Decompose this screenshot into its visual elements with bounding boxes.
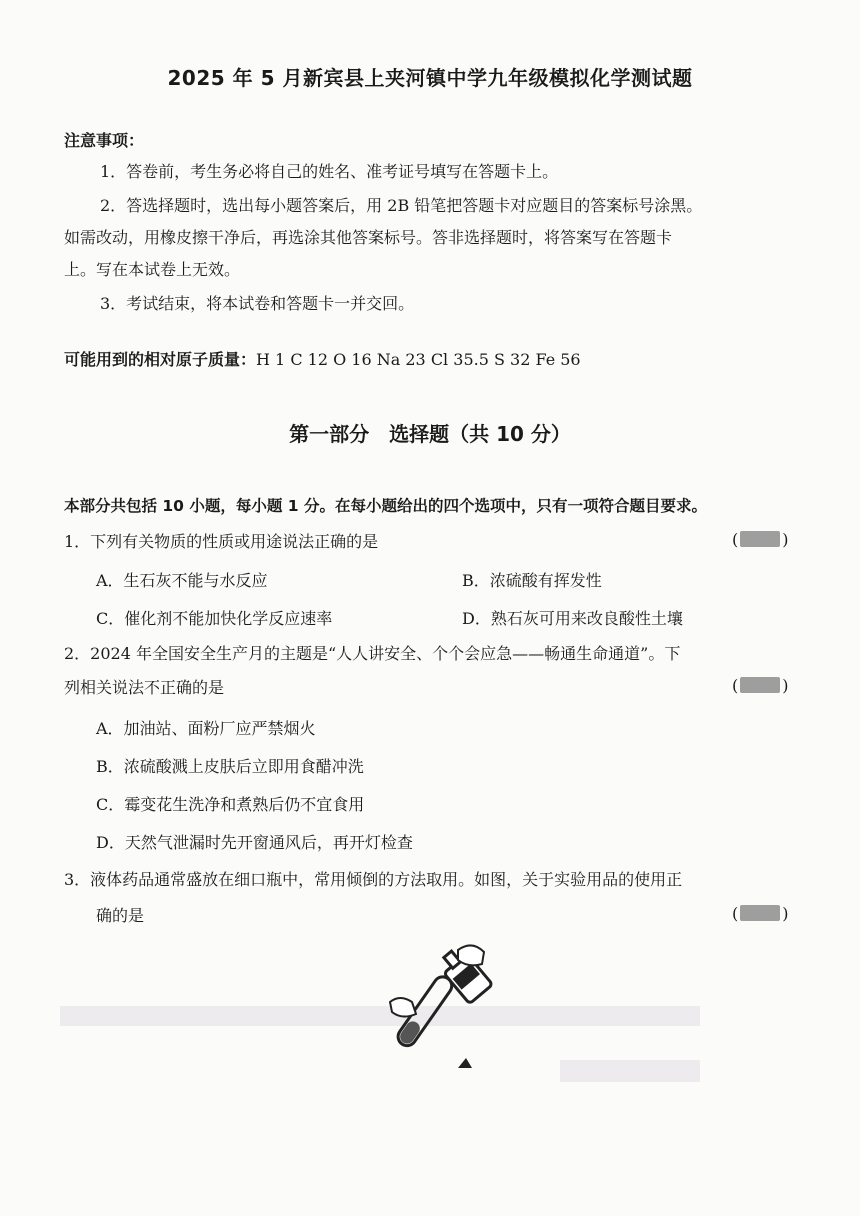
- bleed-through-band: [560, 1060, 700, 1082]
- notes-heading: 注意事项：: [64, 131, 145, 150]
- question-3-stem-cont: 确的是: [96, 906, 145, 925]
- question-3-stem: 3．液体药品通常盛放在细口瓶中，常用倾倒的方法取用。如图，关于实验用品的使用正: [64, 870, 683, 889]
- note-item-3: 3．考试结束，将本试卷和答题卡一并交回。: [100, 294, 415, 313]
- question-2-answer-box[interactable]: ( ): [732, 676, 789, 695]
- part1-instructions: 本部分共包括 10 小题，每小题 1 分。在每小题给出的四个选项中，只有一项符合题目要求。: [64, 497, 707, 515]
- answer-fill: [740, 677, 780, 693]
- question-3-answer-box[interactable]: ( ): [732, 904, 789, 923]
- note-item-2-cont: 如需改动，用橡皮擦干净后，再选涂其他答案标号。答非选择题时，将答案写在答题卡: [64, 228, 673, 247]
- question-2-option-a: A．加油站、面粉厂应严禁烟火: [96, 719, 316, 738]
- pouring-liquid-illustration: [380, 940, 500, 1080]
- question-1-answer-box[interactable]: ( ): [732, 530, 789, 549]
- atomic-mass-values: H 1 C 12 O 16 Na 23 Cl 35.5 S 32 Fe 56: [256, 350, 581, 369]
- question-1-option-c: C．催化剂不能加快化学反应速率: [96, 609, 333, 628]
- question-2-option-d: D．天然气泄漏时先开窗通风后，再开灯检查: [96, 833, 413, 852]
- answer-fill: [740, 905, 780, 921]
- atomic-mass-label: 可能用到的相对原子质量：: [64, 350, 257, 369]
- question-2-option-c: C．霉变花生洗净和煮熟后仍不宜食用: [96, 795, 365, 814]
- note-item-2: 2．答选择题时，选出每小题答案后，用 2B 铅笔把答题卡对应题目的答案标号涂黑。: [100, 196, 703, 215]
- note-item-2-end: 上。写在本试卷上无效。: [64, 260, 241, 279]
- question-2-option-b: B．浓硫酸溅上皮肤后立即用食醋冲洗: [96, 757, 364, 776]
- question-2-stem: 2．2024 年全国安全生产月的主题是“人人讲安全、个个会应急——畅通生命通道”。下: [64, 644, 681, 663]
- question-2-stem-cont: 列相关说法不正确的是: [64, 678, 225, 697]
- note-item-1: 1．答卷前，考生务必将自己的姓名、准考证号填写在答题卡上。: [100, 162, 559, 181]
- part1-title: 第一部分 选择题（共 10 分）: [289, 422, 571, 446]
- question-1-stem: 1．下列有关物质的性质或用途说法正确的是: [64, 532, 379, 551]
- question-1-option-a: A．生石灰不能与水反应: [96, 571, 268, 590]
- question-1-option-d: D．熟石灰可用来改良酸性土壤: [462, 609, 683, 628]
- exam-title: 2025 年 5 月新宾县上夹河镇中学九年级模拟化学测试题: [167, 66, 693, 90]
- question-1-option-b: B．浓硫酸有挥发性: [462, 571, 602, 590]
- bleed-through-text: [410, 100, 415, 118]
- answer-fill: [740, 531, 780, 547]
